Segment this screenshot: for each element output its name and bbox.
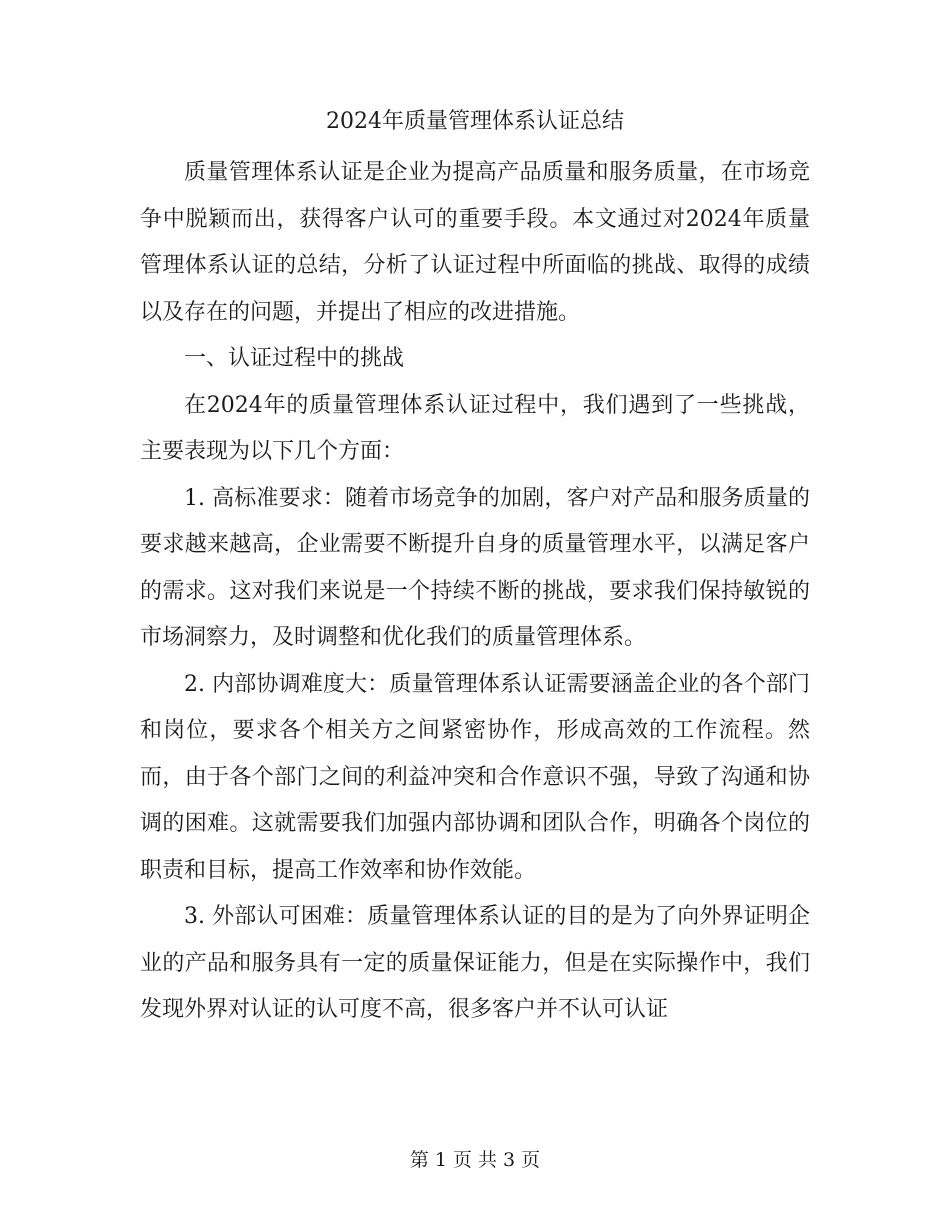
section-heading-challenges: 一、认证过程中的挑战: [184, 346, 405, 371]
challenge-item-1: 1. 高标准要求：随着市场竞争的加剧，客户对产品和服务质量的要求越来越高，企业需要不断提升自身的质量管理水平，以满足客户的需求。这对我们来说是一个持续不断的挑战，要求我们保持敏锐的市场洞察力，及时调整和优化我们的质量管理体系。: [140, 485, 810, 650]
challenge-item-2: 2. 内部协调难度大：质量管理体系认证需要涵盖企业的各个部门和岗位，要求各个相关方之间紧密协作，形成高效的工作流程。然而，由于各个部门之间的利益冲突和合作意识不强，导致了沟通和协调的困难。这就需要我们加强内部协调和团队合作，明确各个岗位的职责和目标，提高工作效率和协作效能。: [140, 671, 810, 883]
challenges-intro-paragraph: 在2024年的质量管理体系认证过程中，我们遇到了一些挑战，主要表现为以下几个方面：: [140, 392, 810, 464]
challenge-item-3: 3. 外部认可困难：质量管理体系认证的目的是为了向外界证明企业的产品和服务具有一定的质量保证能力，但是在实际操作中，我们发现外界对认证的认可度不高，很多客户并不认可认证: [140, 904, 810, 1022]
document-body: [140, 150, 810, 1034]
document-title: 2024年质量管理体系认证总结: [326, 109, 624, 134]
page-number-footer: 第 1 页 共 3 页: [409, 1149, 541, 1171]
intro-paragraph: 质量管理体系认证是企业为提高产品质量和服务质量，在市场竞争中脱颖而出，获得客户认可的重要手段。本文通过对2024年质量管理体系认证的总结，分析了认证过程中所面临的挑战、取得的成绩以及存在的问题，并提出了相应的改进措施。: [140, 160, 810, 325]
